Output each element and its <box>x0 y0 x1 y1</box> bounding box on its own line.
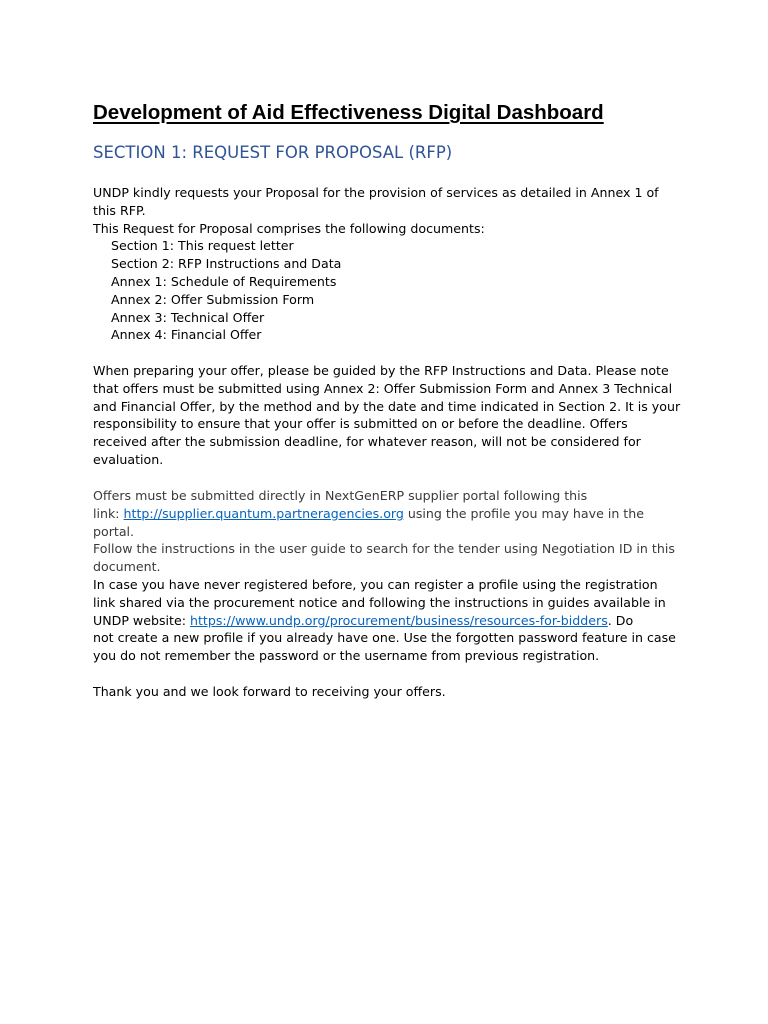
portal-link-line <box>93 505 683 523</box>
registration-link-prefix: UNDP website: <box>93 612 190 628</box>
registration-line: you do not remember the password or the username from previous registration. <box>93 648 600 664</box>
section-heading: SECTION 1: REQUEST FOR PROPOSAL (RFP) <box>93 143 453 162</box>
closing-line: Thank you and we look forward to receiving your offers. <box>93 684 446 699</box>
registration-line: In case you have never registered before, you can register a profile using the registration <box>93 576 658 592</box>
portal-line: portal. <box>93 523 135 539</box>
document-list-item: Annex 4: Financial Offer <box>111 327 262 343</box>
portal-line: document. <box>93 559 161 575</box>
intro-line: UNDP kindly requests your Proposal for the provision of services as detailed in Annex 1 of <box>93 185 659 200</box>
document-list-item: Annex 2: Offer Submission Form <box>111 291 315 307</box>
closing-paragraph <box>93 683 683 701</box>
registration-line: link shared via the procurement notice and following the instructions in guides available in <box>93 594 666 610</box>
registration-line: not create a new profile if you already have one. Use the forgotten password feature in case <box>93 630 676 646</box>
document-list-item: Annex 3: Technical Offer <box>111 309 265 325</box>
portal-line: Follow the instructions in the user guide to search for the tender using Negotiation ID in this <box>93 541 675 557</box>
portal-paragraph <box>93 487 683 665</box>
registration-link-line <box>93 612 683 630</box>
guidance-line: When preparing your offer, please be guided by the RFP Instructions and Data. Please note <box>93 363 669 378</box>
bidders-resources-link[interactable]: https://www.undp.org/procurement/business/resources-for-bidders <box>189 612 608 628</box>
document-list-item: Annex 1: Schedule of Requirements <box>111 273 337 289</box>
guidance-line: received after the submission deadline, for whatever reason, will not be considered for <box>93 434 641 450</box>
guidance-line: responsibility to ensure that your offer is submitted on or before the deadline. Offers <box>93 416 628 432</box>
intro-line: this RFP. <box>93 202 146 218</box>
intro-paragraph <box>93 184 683 344</box>
portal-link-prefix: link: <box>93 505 124 521</box>
portal-link-suffix: using the profile you may have in the <box>403 505 644 521</box>
document-list-item: Section 2: RFP Instructions and Data <box>111 256 342 272</box>
document-list-item: Section 1: This request letter <box>111 238 294 254</box>
supplier-portal-link[interactable]: http://supplier.quantum.partneragencies.org <box>123 505 404 521</box>
guidance-paragraph <box>93 362 683 469</box>
document-title: Development of Aid Effectiveness Digital Dashboard <box>93 101 604 124</box>
guidance-line: evaluation. <box>93 451 164 467</box>
registration-link-suffix: . Do <box>607 612 634 628</box>
portal-line: Offers must be submitted directly in NextGenERP supplier portal following this <box>93 488 588 503</box>
intro-line: This Request for Proposal comprises the following documents: <box>93 220 485 236</box>
guidance-line: that offers must be submitted using Annex 2: Offer Submission Form and Annex 3 Technical <box>93 380 673 396</box>
guidance-line: and Financial Offer, by the method and by the date and time indicated in Section 2. It is your <box>93 398 681 414</box>
